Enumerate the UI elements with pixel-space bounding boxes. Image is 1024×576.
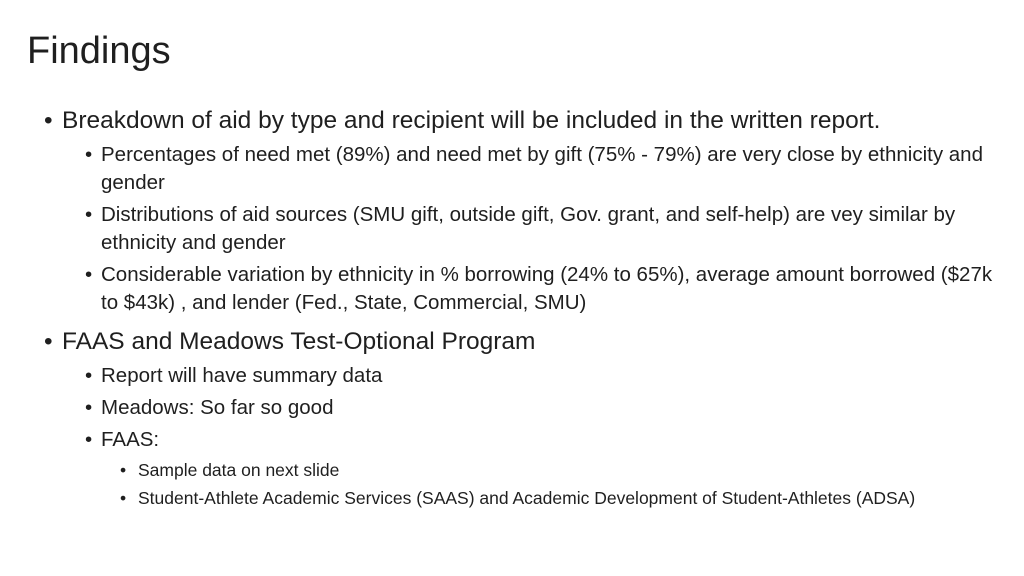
bullet-icon: • [85, 263, 93, 286]
bullet-icon: • [85, 203, 93, 226]
bullet-icon: • [44, 107, 53, 134]
bullet-level1-aid-breakdown [44, 106, 1014, 136]
bullet-icon: • [85, 396, 93, 419]
bullet-level2-need-met [85, 141, 1014, 197]
bullet-level2-borrowing-variation [85, 261, 1014, 317]
bullet-level2-meadows [85, 394, 1014, 422]
bullet-level2-summary-data [85, 362, 1014, 390]
bullet-text: Report will have summary data [101, 364, 383, 387]
bullet-icon: • [85, 428, 93, 451]
bullet-icon: • [85, 143, 93, 166]
bullet-icon: • [120, 460, 127, 480]
bullet-text: FAAS: [101, 428, 160, 451]
slide-title: Findings [27, 30, 171, 72]
bullet-level3-saas-adsa [120, 486, 1014, 510]
bullet-level2-faas [85, 426, 1014, 454]
bullet-text: Distributions of aid sources (SMU gift, outside gift, Gov. grant, and self-help) are vey similar by ethnicity and gender [101, 203, 956, 254]
slide-body [44, 106, 1014, 514]
bullet-text: Considerable variation by ethnicity in % borrowing (24% to 65%), average amount borrowed ($27k to $43k) , and lender (Fed., State, Commercial, SMU) [101, 263, 993, 314]
bullet-text: FAAS and Meadows Test-Optional Program [62, 328, 536, 355]
bullet-icon: • [85, 364, 93, 387]
bullet-text: Sample data on next slide [138, 460, 340, 480]
bullet-text: Percentages of need met (89%) and need met by gift (75% - 79%) are very close by ethnicity and gender [101, 143, 983, 194]
bullet-text: Meadows: So far so good [101, 396, 334, 419]
bullet-level2-aid-sources [85, 201, 1014, 257]
bullet-text: Student-Athlete Academic Services (SAAS) and Academic Development of Student-Athletes (ADSA) [138, 488, 916, 508]
bullet-icon: • [120, 488, 127, 508]
bullet-icon: • [44, 328, 53, 355]
bullet-level1-test-optional [44, 327, 1014, 357]
bullet-level3-sample-data [120, 458, 1014, 482]
bullet-text: Breakdown of aid by type and recipient will be included in the written report. [62, 107, 881, 134]
